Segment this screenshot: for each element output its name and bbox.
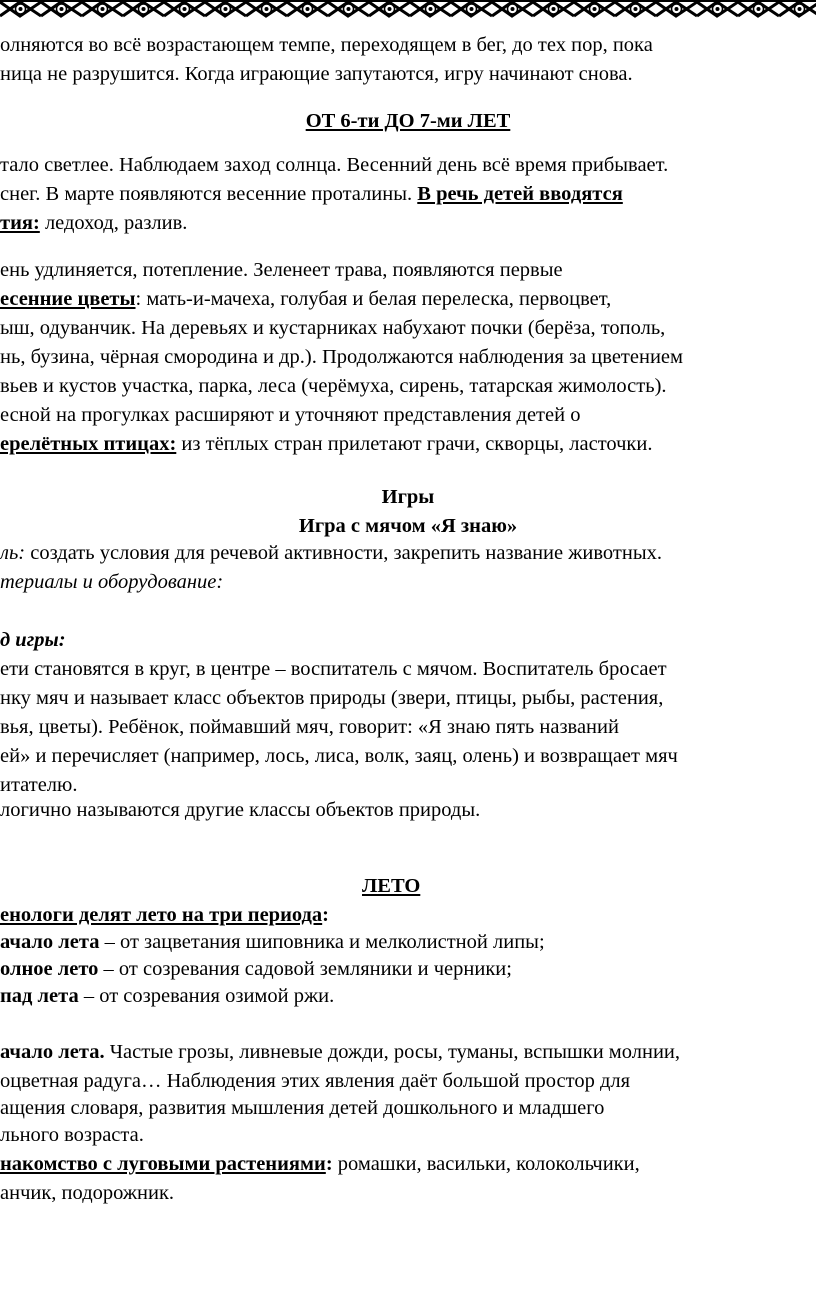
text: ледоход, разлив.	[39, 212, 188, 234]
text-line	[0, 287, 611, 311]
label: д игры:	[0, 629, 66, 651]
emphasis: накомство с луговыми растениями	[0, 1153, 326, 1175]
text-line	[0, 903, 329, 927]
text-line	[0, 211, 187, 235]
text: :	[325, 1153, 333, 1175]
text: снег. В марте появляются весенние проталины.	[0, 183, 418, 205]
text: : мать-и-мачеха, голубая и белая перелеска, первоцвет,	[135, 288, 612, 310]
text-line	[0, 744, 678, 768]
emphasis: есенние цветы	[0, 288, 136, 310]
text: ыш, одуванчик. На деревьях и кустарниках набухают почки (берёза, тополь,	[0, 317, 666, 339]
text-line	[0, 316, 665, 340]
text-line	[0, 686, 663, 710]
text: вья, цветы). Ребёнок, поймавший мяч, говорит: «Я знаю пять названий	[0, 716, 619, 738]
text: из тёплых стран прилетают грачи, скворцы, ласточки.	[176, 433, 653, 455]
title-text: Игры	[381, 486, 435, 508]
text-line	[0, 153, 668, 177]
games-title	[0, 485, 816, 509]
text: оцветная радуга… Наблюдения этих явления даёт большой простор для	[0, 1070, 631, 1092]
text-line	[0, 628, 66, 652]
text-line	[0, 570, 223, 594]
text-line	[0, 1152, 640, 1176]
game-title	[0, 514, 816, 538]
text: :	[322, 904, 329, 926]
text-line	[0, 1181, 174, 1205]
text-line	[0, 773, 77, 797]
title-text: Игра с мячом «Я знаю»	[298, 515, 518, 537]
text: Частые грозы, ливневые дожди, росы, туманы, вспышки молнии,	[104, 1041, 681, 1063]
emphasis: пад лета	[0, 985, 79, 1007]
text: ети становятся в круг, в центре – воспитатель с мячом. Воспитатель бросает	[0, 658, 667, 680]
text: ница не разрушится. Когда играющие запутаются, игру начинают снова.	[0, 63, 633, 85]
heading-text: ЛЕТО	[362, 875, 421, 897]
text-line	[0, 62, 633, 86]
text-line	[0, 541, 662, 565]
text: – от зацветания шиповника и мелколистной липы;	[99, 931, 545, 953]
text: нку мяч и называет класс объектов природы (звери, птицы, рыбы, растения,	[0, 687, 664, 709]
text-line	[0, 345, 683, 369]
heading-text: ОТ 6-ти ДО 7-ми ЛЕТ	[305, 110, 511, 132]
text: ень удлиняется, потепление. Зеленеет трава, появляются первые	[0, 259, 563, 281]
text: логично называются другие классы объектов природы.	[0, 799, 481, 821]
text: создать условия для речевой активности, закрепить название животных.	[25, 542, 662, 564]
text-line	[0, 182, 623, 206]
text-line	[0, 258, 563, 282]
text-line	[0, 1096, 604, 1120]
section-heading-age	[0, 109, 816, 133]
emphasis: В речь детей вводятся	[417, 183, 623, 205]
text-line	[0, 33, 653, 57]
text-line	[0, 403, 580, 427]
text: итателю.	[0, 774, 78, 796]
text-line	[0, 984, 334, 1008]
text-line	[0, 657, 667, 681]
text: анчик, подорожник.	[0, 1182, 175, 1204]
emphasis: ачало лета	[0, 931, 100, 953]
text-line	[0, 957, 512, 981]
emphasis: енологи делят лето на три периода	[0, 904, 323, 926]
emphasis: ачало лета.	[0, 1041, 105, 1063]
text-line	[0, 1040, 680, 1064]
label: ль:	[0, 542, 26, 564]
text: – от созревания озимой ржи.	[78, 985, 335, 1007]
text: олняются во всё возрастающем темпе, переходящем в бег, до тех пор, пока	[0, 34, 653, 56]
ornamental-border	[0, 0, 816, 20]
ornamental-border-icon	[0, 0, 816, 20]
text: вьев и кустов участка, парка, леса (черёмуха, сирень, татарская жимолость).	[0, 375, 667, 397]
text: есной на прогулках расширяют и уточняют представления детей о	[0, 404, 581, 426]
emphasis: тия:	[0, 212, 40, 234]
text: – от созревания садовой земляники и черники;	[98, 958, 512, 980]
text: нь, бузина, чёрная смородина и др.). Продолжаются наблюдения за цветением	[0, 346, 684, 368]
text-line	[0, 798, 480, 822]
emphasis: ерелётных птицах:	[0, 433, 177, 455]
text: ащения словаря, развития мышления детей дошкольного и младшего	[0, 1097, 605, 1119]
text: ей» и перечисляет (например, лось, лиса, волк, заяц, олень) и возвращает мяч	[0, 745, 678, 767]
section-heading-summer	[362, 874, 420, 898]
text-line	[0, 1123, 144, 1147]
text-line	[0, 374, 667, 398]
label: териалы и оборудование:	[0, 571, 224, 593]
text-line	[0, 1069, 630, 1093]
text-line	[0, 930, 545, 954]
emphasis: олное лето	[0, 958, 99, 980]
text-line	[0, 432, 653, 456]
text: тало светлее. Наблюдаем заход солнца. Весенний день всё время прибывает.	[0, 154, 669, 176]
text-line	[0, 715, 619, 739]
text: льного возраста.	[0, 1124, 144, 1146]
text: ромашки, васильки, колокольчики,	[332, 1153, 640, 1175]
